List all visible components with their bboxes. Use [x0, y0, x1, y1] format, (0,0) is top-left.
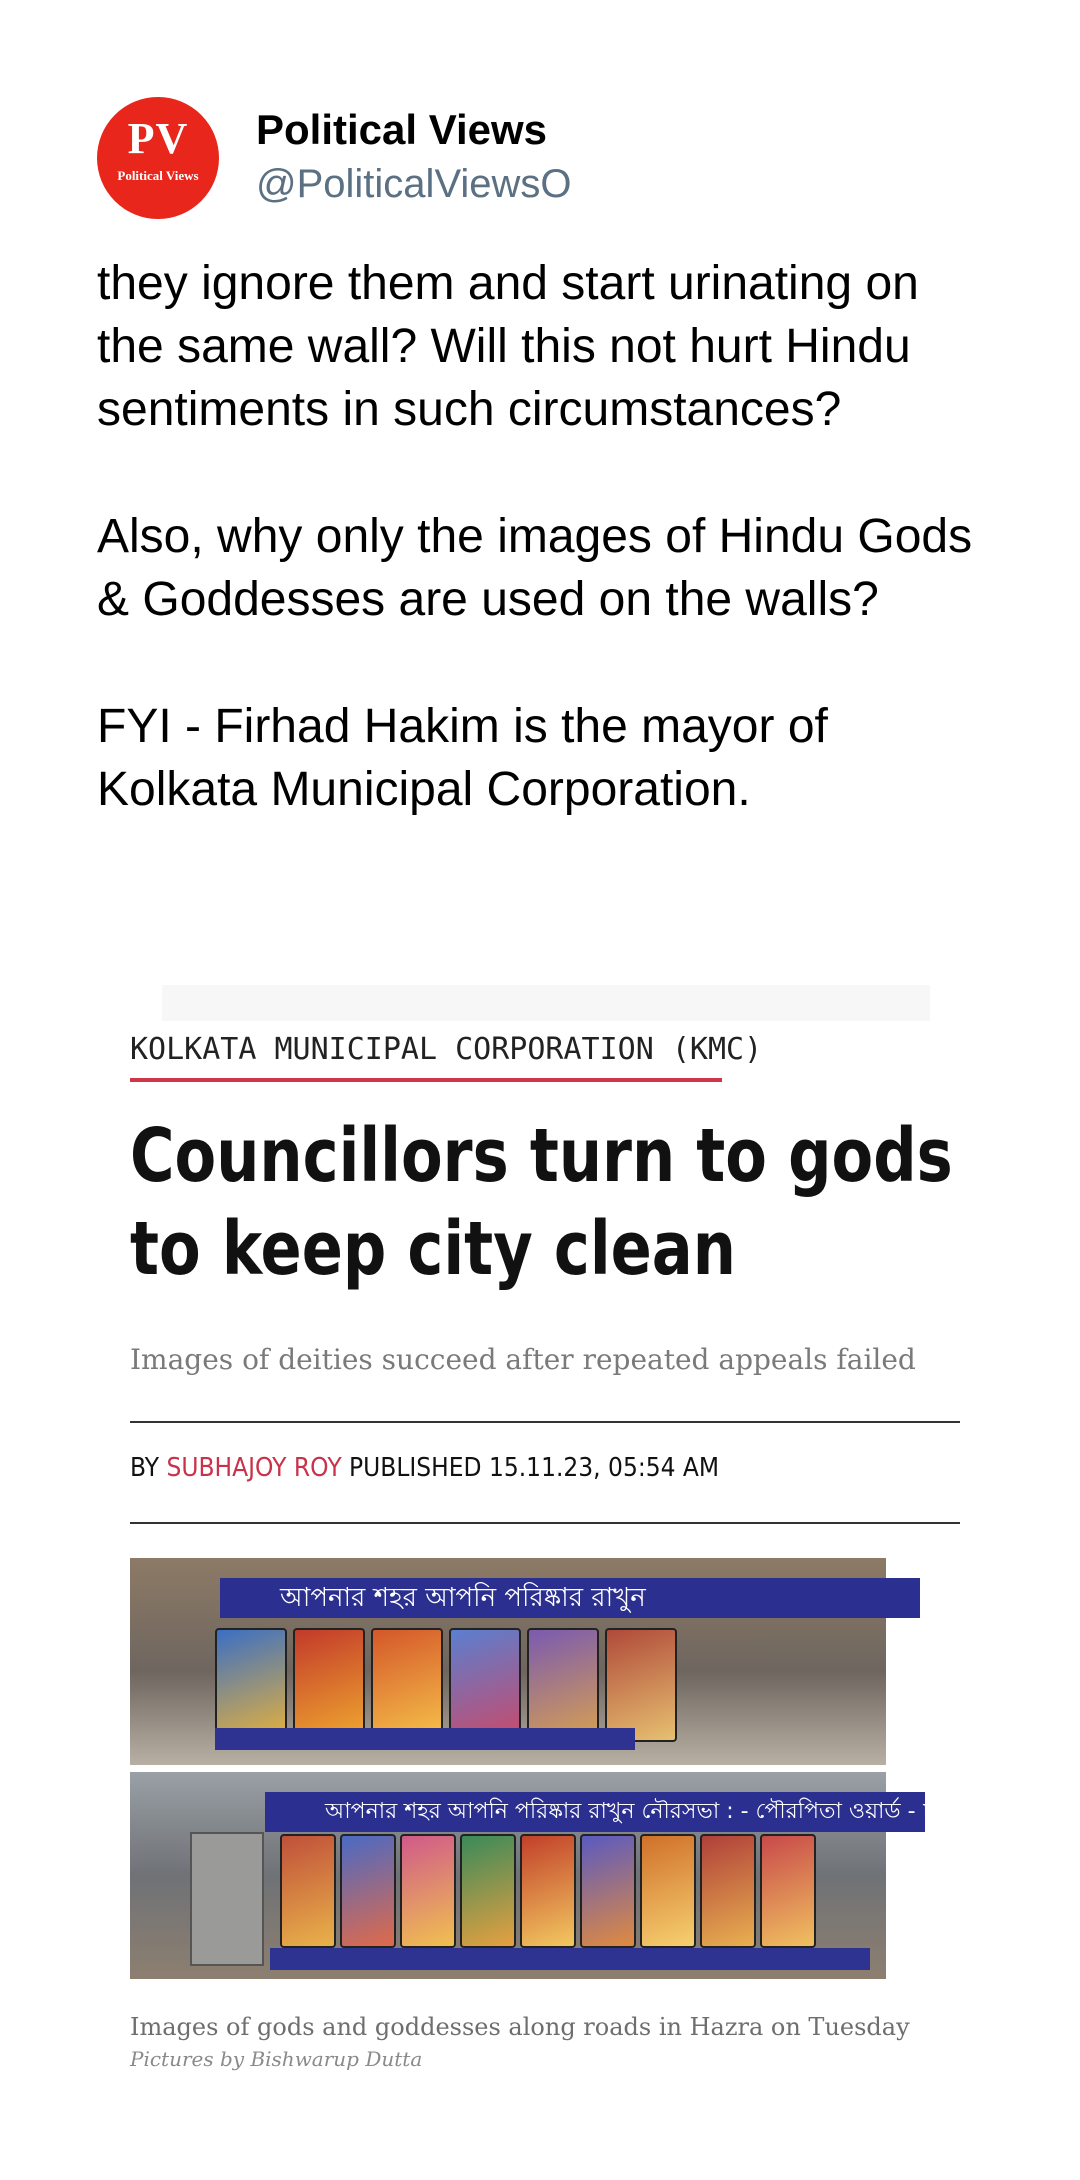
- account-handle[interactable]: @PoliticalViewsO: [256, 162, 572, 206]
- section-underline: [130, 1078, 722, 1082]
- article-photo-bottom: [130, 1772, 952, 1979]
- avatar-subtext: Political Views: [117, 168, 199, 183]
- tweet-paragraph: they ignore them and start urinating on the same wall? Will this not hurt Hindu sentiments in such circumstances?: [97, 257, 919, 436]
- article-subhead: Images of deities succeed after repeated appeals failed: [130, 1343, 916, 1376]
- byline-prefix: BY: [130, 1453, 160, 1483]
- avatar[interactable]: [97, 97, 219, 219]
- article-byline: [130, 1453, 719, 1483]
- divider: [130, 1421, 960, 1423]
- deity-panels: [215, 1628, 677, 1742]
- avatar-initials: PV: [127, 114, 189, 163]
- electric-box: [190, 1832, 264, 1966]
- account-name[interactable]: Political Views: [256, 106, 548, 153]
- deity-panels: [280, 1834, 816, 1948]
- tweet-text: [97, 252, 997, 885]
- photo-banner: আপনার শহর আপনি পরিষ্কার রাখুন নৌরসভা : - পৌরপিতা ওয়ার্ড - ৮৬: [265, 1792, 925, 1832]
- article-headline: Councillors turn to gods to keep city clean: [130, 1113, 953, 1292]
- tweet-paragraph: FYI - Firhad Hakim is the mayor of Kolkata Municipal Corporation.: [97, 700, 828, 816]
- article-section-label: KOLKATA MUNICIPAL CORPORATION (KMC): [130, 1032, 763, 1067]
- photo-banner: আপনার শহর আপনি পরিষ্কার রাখুন: [220, 1578, 920, 1618]
- author-link[interactable]: SUBHAJOY ROY: [166, 1453, 342, 1483]
- publish-date: PUBLISHED 15.11.23, 05:54 AM: [349, 1453, 720, 1483]
- article-photo-top: [130, 1558, 886, 1765]
- photo-credit: Pictures by Bishwarup Dutta: [130, 2047, 423, 2071]
- tweet-paragraph: Also, why only the images of Hindu Gods & Goddesses are used on the walls?: [97, 510, 973, 626]
- article-screenshot[interactable]: [130, 985, 960, 2085]
- divider: [130, 1522, 960, 1524]
- article-top-bar: [162, 985, 930, 1021]
- photo-caption: Images of gods and goddesses along roads in Hazra on Tuesday: [130, 2013, 910, 2041]
